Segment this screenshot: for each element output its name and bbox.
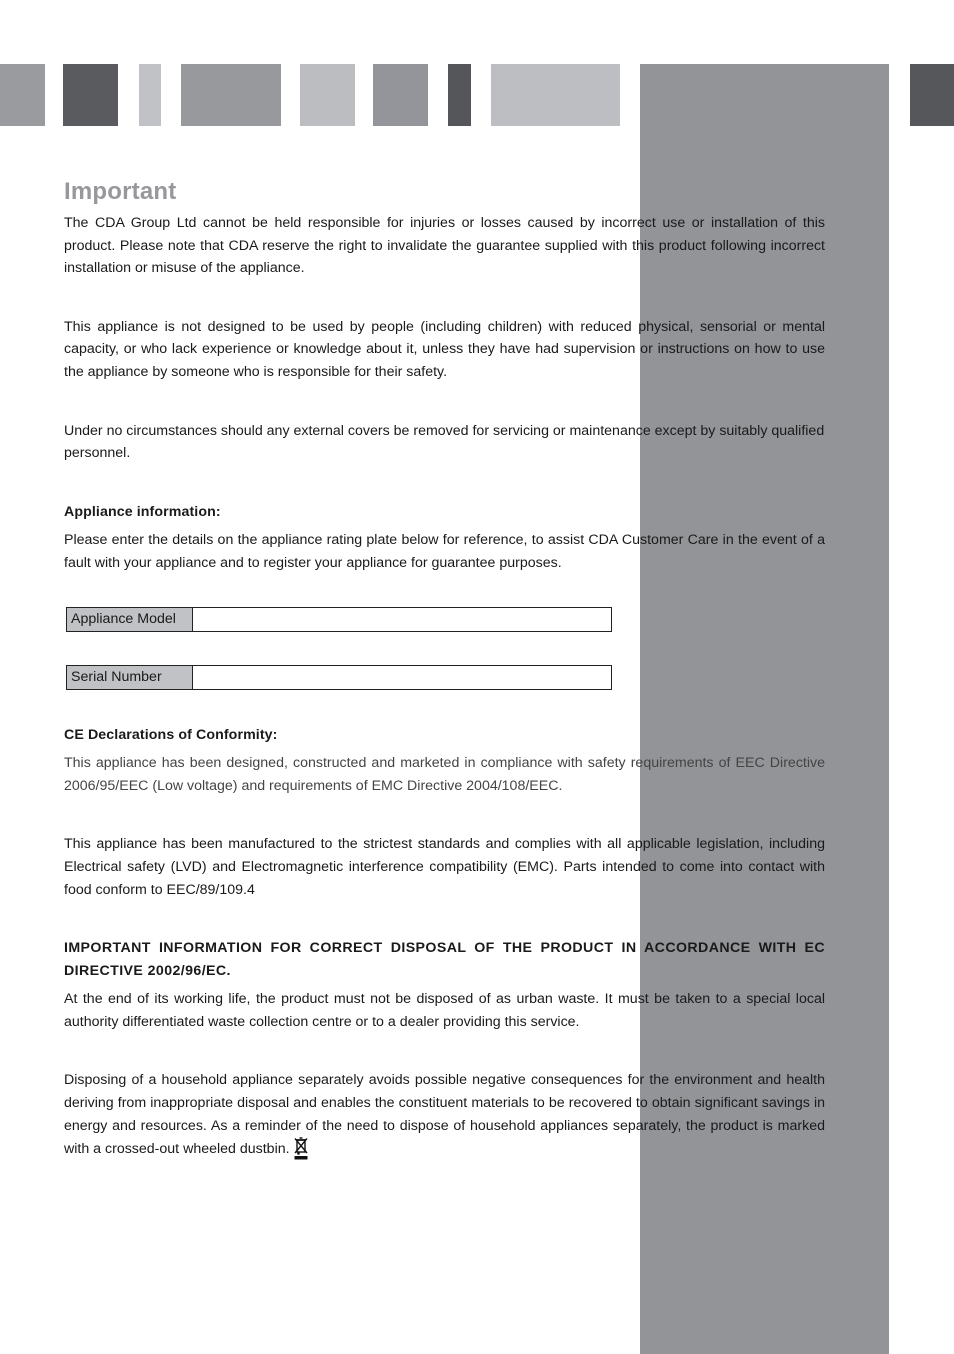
appliance-model-label: Appliance Model [67,608,193,631]
ce-heading: CE Declarations of Conformity: [64,726,278,743]
disposal-paragraph-1: At the end of its working life, the product must not be disposed of as urban waste. It must be taken to a special local authority differentiated waste collection centre or to a dealer providing this service. [64,991,825,1030]
appliance-info-heading: Appliance information: [64,503,221,520]
ce-paragraph-2: This appliance has been manufactured to the strictest standards and complies with all applicable legislation, including Electrical safety (LVD) and Electromagnetic interference compatibility (EMC). Parts intended to come into contact with food conform to EEC/89/109.4 [64,836,825,898]
important-paragraph-3: Under no circumstances should any external covers be removed for servicing or maintenance except by suitably qualified personnel. [64,422,825,462]
header-block-3 [139,64,161,126]
serial-number-field[interactable] [193,666,611,689]
appliance-model-field[interactable] [193,608,611,631]
serial-number-row [66,665,612,690]
disposal-paragraph-2 [64,1069,825,1160]
disposal-heading: IMPORTANT INFORMATION FOR CORRECT DISPOSAL OF THE PRODUCT IN ACCORDANCE WITH EC DIRECTIVE 2002/96/EC. [64,940,825,979]
crossed-out-wheeled-bin-icon [294,1137,308,1160]
header-block-1 [0,64,45,126]
disposal-paragraph-2-text: Disposing of a household appliance separately avoids possible negative consequences for the environment and health deriving from inappropriate disposal and enables the constituent materials to be recovered to obtain significant savings in energy and resources. As a reminder of the need to dispose of household appliances separately, the product is marked with a crossed-out wheeled dustbin. [64,1072,825,1158]
header-block-4 [181,64,281,126]
header-block-2 [63,64,118,126]
page-title: Important [64,178,177,205]
header-block-7 [448,64,471,126]
appliance-info-paragraph: Please enter the details on the appliance rating plate below for reference, to assist CDA Customer Care in the event of a fault with your appliance and to register your appliance for guarantee purposes. [64,532,825,571]
appliance-model-row [66,607,612,632]
important-paragraph-1: The CDA Group Ltd cannot be held responsible for injuries or losses caused by incorrect use or installation of this product. Please note that CDA reserve the right to invalidate the guarantee supplied with this product following incorrect installation or misuse of the appliance. [64,215,825,277]
header-block-8 [491,64,620,126]
header-block-6 [373,64,428,126]
ce-paragraph-1: This appliance has been designed, constructed and marketed in compliance with safety requirements of EEC Directive 2006/95/EEC (Low voltage) and requirements of EMC Directive 2004/108/EEC. [64,755,825,794]
important-paragraph-2: This appliance is not designed to be used by people (including children) with reduced physical, sensorial or mental capacity, or who lack experience or knowledge about it, unless they have had supervision or instructions on how to use the appliance by someone who is responsible for their safety. [64,318,825,380]
document-body [64,178,825,1161]
header-block-9 [910,64,954,126]
header-block-5 [300,64,355,126]
serial-number-label: Serial Number [67,666,193,689]
